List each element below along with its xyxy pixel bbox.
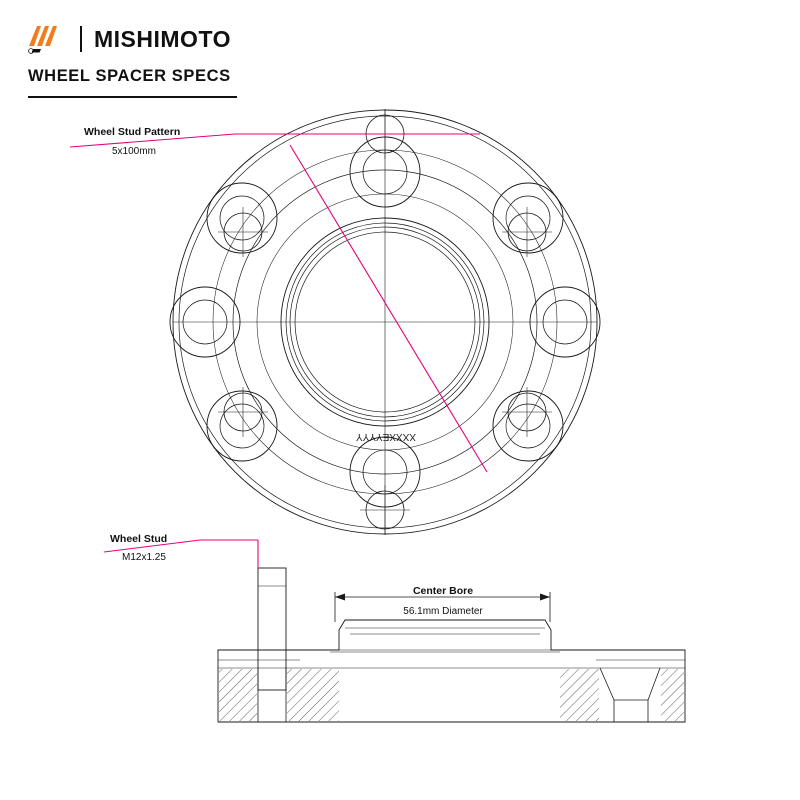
stud-pattern-label: Wheel Stud Pattern xyxy=(84,126,181,138)
brand-name: MISHIMOTO xyxy=(94,25,231,52)
wheel-stud-label: Wheel Stud xyxy=(110,533,168,545)
stud-pattern-value: 5x100mm xyxy=(112,146,156,157)
wheel-stud-value: M12x1.25 xyxy=(122,552,166,563)
front-view-wheel-spacer xyxy=(170,109,600,535)
brand-subtitle: WHEEL SPACER SPECS xyxy=(28,67,231,85)
stud-pattern-leader xyxy=(70,134,487,472)
part-engraving: XXXXEYYYY xyxy=(355,431,417,442)
center-bore-value: 56.1mm Diameter xyxy=(403,606,483,617)
center-bore-label: Center Bore xyxy=(412,585,474,597)
